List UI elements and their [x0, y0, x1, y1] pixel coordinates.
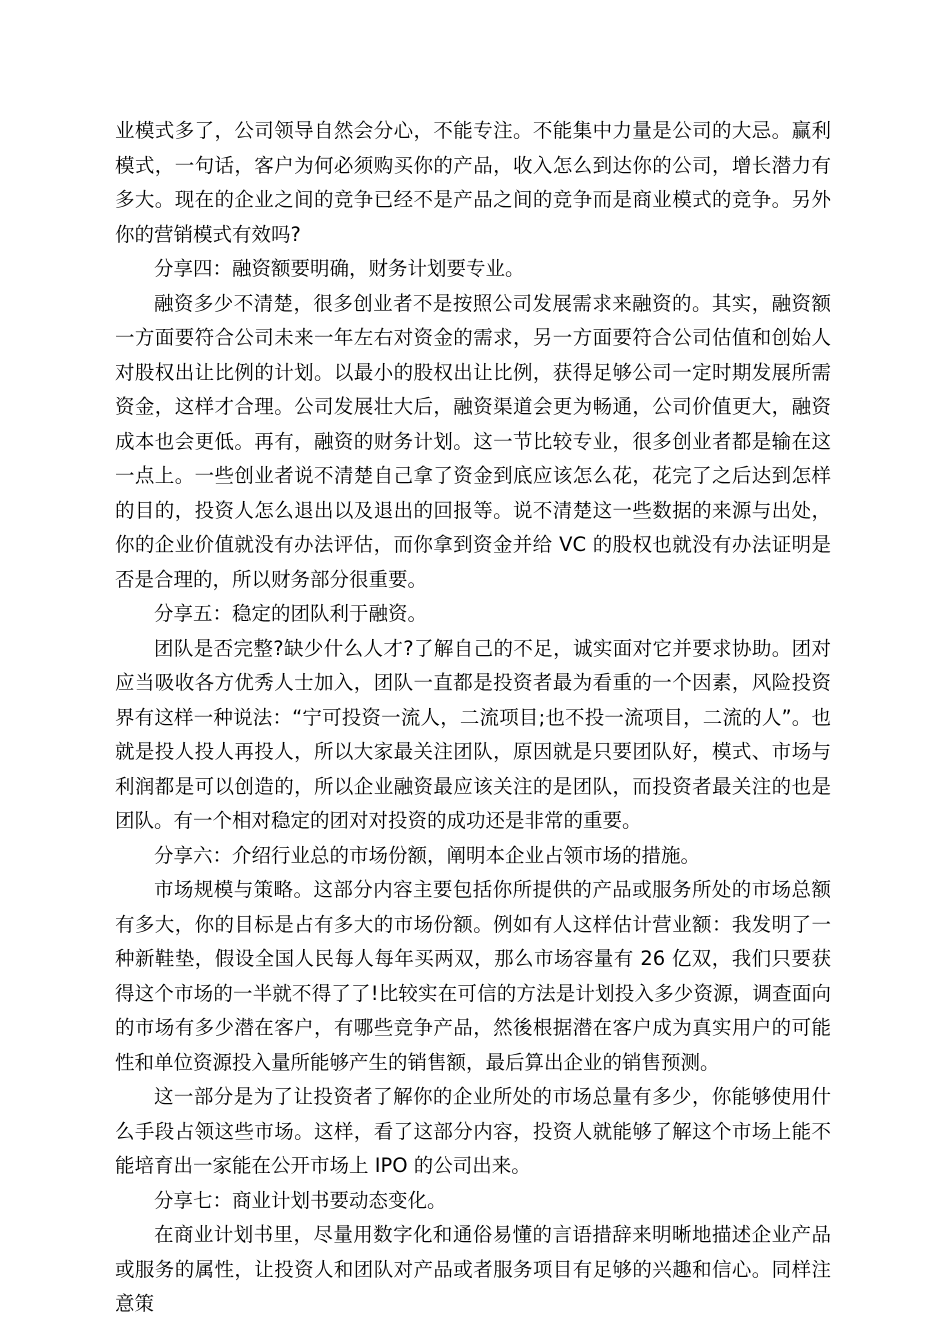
section-heading-5: 分享五：稳定的团队利于融资。	[154, 602, 428, 625]
paragraph-financing: 融资多少不清楚，很多创业者不是按照公司发展需求来融资的。其实，融资额一方面要符合公司未来一年左右对资金的需求，另一方面要符合公司估值和创始人对股权出让比例的计划。以最小的股权出让比例，获得足够公司一定时期发展所需资金，这样才合理。公司发展壮大后，融资渠道会更为畅通，公司价值更大，融资成本也会更低。再有，融资的财务计划。这一节比较专业，很多创业者都是输在这一点上。一些创业者说不清楚自己拿了资金到底应该怎么花，花完了之后达到怎样的目的，投资人怎么退出以及退出的回报等。说不清楚这一些数据的来源与出处，你的企业价值就没有办法评估，而你拿到资金并给 VC 的股权也就没有办法证明是否是合理的，所以财务部分很重要。	[115, 291, 831, 591]
section-heading-4: 分享四：融资额要明确，财务计划要专业。	[154, 257, 525, 280]
document-page	[115, 114, 831, 1322]
paragraph-market-purpose: 这一部分是为了让投资者了解你的企业所处的市场总量有多少，你能够使用什么手段占领这些市场。这样，看了这部分内容，投资人就能够了解这个市场上能不能培育出一家能在公开市场上 IPO 的公司出来。	[115, 1085, 831, 1177]
paragraph-team: 团队是否完整?缺少什么人才?了解自己的不足，诚实面对它并要求协助。团对应当吸收各方优秀人士加入，团队一直都是投资者最为看重的一个因素，风险投资界有这样一种说法：“宁可投资一流人，二流项目;也不投一流项目，二流的人”。也就是投人投人再投人，所以大家最关注团队，原因就是只要团队好，模式、市场与利润都是可以创造的，所以企业融资最应该关注的是团队，而投资者最关注的也是团队。有一个相对稳定的团对对投资的成功还是非常的重要。	[115, 636, 831, 832]
paragraph-business-plan: 在商业计划书里，尽量用数字化和通俗易懂的言语措辞来明晰地描述企业产品或服务的属性，让投资人和团队对产品或者服务项目有足够的兴趣和信心。同样注意策	[115, 1223, 831, 1315]
section-heading-7: 分享七：商业计划书要动态变化。	[154, 1188, 447, 1212]
paragraph-continuation: 业模式多了，公司领导自然会分心，不能专注。不能集中力量是公司的大忌。赢利模式，一句话，客户为何必须购买你的产品，收入怎么到达你的公司，增长潜力有多大。现在的企业之间的竞争已经不是产品之间的竞争而是商业模式的竞争。另外你的营销模式有效吗?	[115, 119, 831, 246]
paragraph-market-size: 市场规模与策略。这部分内容主要包括你所提供的产品或服务所处的市场总额有多大，你的目标是占有多大的市场份额。例如有人这样估计营业额：我发明了一种新鞋垫，假设全国人民每人每年买两双，那么市场容量有 26 亿双，我们只要获得这个市场的一半就不得了了!比较实在可信的方法是计划投入多少资源，调查面向的市场有多少潜在客户，有哪些竞争产品，然後根据潜在客户成为真实用户的可能性和单位资源投入量所能够产生的销售额，最后算出企业的销售预测。	[115, 878, 831, 1074]
section-heading-6: 分享六：介绍行业总的市场份额，阐明本企业占领市场的措施。	[154, 843, 701, 867]
